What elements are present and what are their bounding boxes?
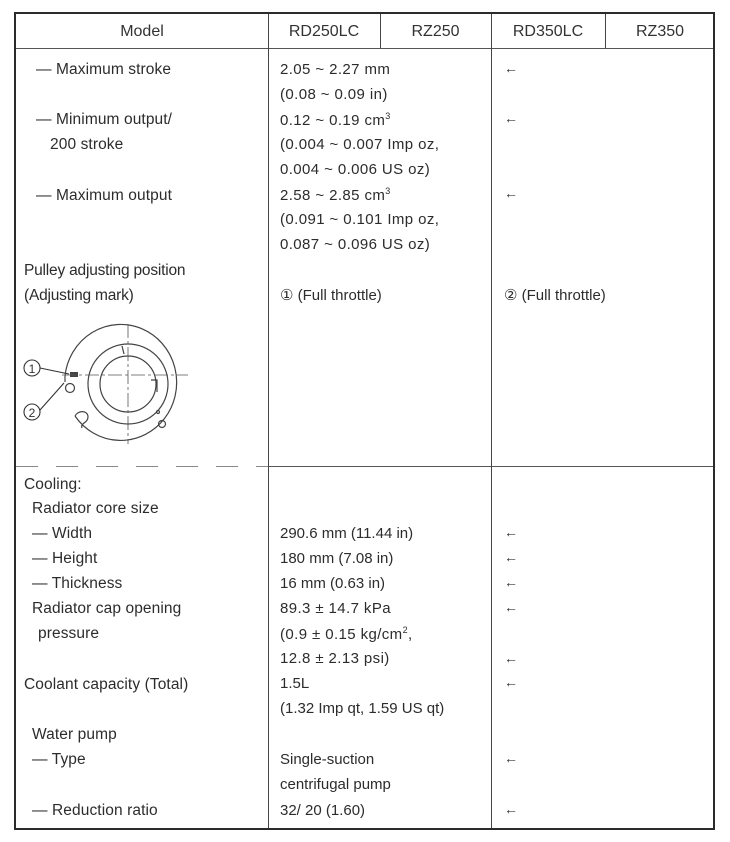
column-divider-label: [268, 14, 269, 828]
section-divider-dashed: [16, 466, 268, 467]
value-maximum-stroke-mm: 2.05 ~ 2.27 mm: [280, 61, 391, 78]
same-as-left-arrow: ←: [504, 524, 518, 540]
label-radiator-core-size: Radiator core size: [32, 500, 159, 517]
value-height: 180 mm (7.08 in): [280, 550, 394, 567]
same-as-left-arrow: ←: [504, 599, 518, 615]
same-as-left-arrow: ←: [504, 801, 518, 817]
label-minimum-output: — Minimum output/: [36, 111, 173, 128]
same-as-left-arrow: ←: [504, 574, 518, 590]
value-thickness: 16 mm (0.63 in): [280, 575, 386, 592]
value-maximum-output-cm3: 2.58 ~ 2.85 $cm^3$: [280, 186, 391, 204]
label-cooling: Cooling:: [24, 476, 82, 493]
value-pulley-350: ② (Full throttle): [504, 287, 606, 304]
same-as-left-arrow: ←: [504, 110, 518, 126]
label-pump-type: — Type: [32, 751, 86, 768]
same-as-left-arrow: ←: [504, 60, 518, 76]
value-pump-type-1: Single-suction: [280, 751, 375, 768]
label-radiator-cap: Radiator cap opening: [32, 600, 182, 617]
column-divider-models: [491, 14, 492, 828]
value-pump-type-2: centrifugal pump: [280, 776, 391, 793]
label-maximum-output: — Maximum output: [36, 187, 172, 204]
label-coolant-capacity: Coolant capacity (Total): [24, 676, 189, 693]
same-as-left-arrow: ←: [504, 750, 518, 766]
value-maximum-stroke-in: (0.08 ~ 0.09 in): [280, 86, 388, 103]
label-maximum-stroke: — Maximum stroke: [36, 61, 172, 78]
header-rz250: RZ250: [411, 23, 460, 40]
callout-1: 1: [28, 362, 36, 376]
pulley-diagram: [18, 320, 193, 455]
header-rd350lc: RD350LC: [512, 23, 584, 40]
value-reduction-ratio: 32/ 20 (1.60): [280, 802, 366, 819]
callout-2: 2: [28, 406, 36, 420]
value-coolant-liters: 1.5L: [280, 675, 310, 692]
label-width: — Width: [32, 525, 93, 542]
value-maximum-output-imp: (0.091 ~ 0.101 Imp oz,: [280, 211, 440, 228]
value-coolant-qt: (1.32 Imp qt, 1.59 US qt): [280, 700, 445, 717]
header-rd250lc: RD250LC: [288, 23, 360, 40]
header-model: Model: [120, 23, 164, 40]
header-rz350: RZ350: [635, 23, 685, 40]
value-cap-psi: 12.8 ± 2.13 psi): [280, 650, 390, 667]
same-as-left-arrow: ←: [504, 674, 518, 690]
label-reduction-ratio: — Reduction ratio: [32, 802, 158, 819]
label-height: — Height: [32, 550, 98, 567]
label-pulley-position: Pulley adjusting position: [24, 262, 186, 279]
same-as-left-arrow: ←: [504, 185, 518, 201]
label-water-pump: Water pump: [32, 726, 117, 743]
value-minimum-output-cm3: 0.12 ~ 0.19 $cm^3$: [280, 111, 391, 129]
label-adjusting-mark: (Adjusting mark): [24, 287, 134, 304]
value-cap-kpa: 89.3 ± 14.7 kPa: [280, 600, 391, 617]
value-pulley-250: ① (Full throttle): [280, 287, 382, 304]
value-minimum-output-imp: (0.004 ~ 0.007 Imp oz,: [280, 136, 440, 153]
same-as-left-arrow: ←: [504, 650, 518, 666]
value-maximum-output-us: 0.087 ~ 0.096 US oz): [280, 236, 431, 253]
same-as-left-arrow: ←: [504, 549, 518, 565]
value-minimum-output-us: 0.004 ~ 0.006 US oz): [280, 161, 431, 178]
label-thickness: — Thickness: [32, 575, 123, 592]
label-radiator-cap-pressure: pressure: [38, 625, 100, 642]
value-width: 290.6 mm (11.44 in): [280, 525, 414, 542]
value-cap-kgcm2: (0.9 ± 0.15 $kg/cm^2$,: [280, 625, 413, 643]
label-minimum-output-stroke: 200 stroke: [50, 136, 124, 153]
specification-table: [14, 12, 715, 830]
